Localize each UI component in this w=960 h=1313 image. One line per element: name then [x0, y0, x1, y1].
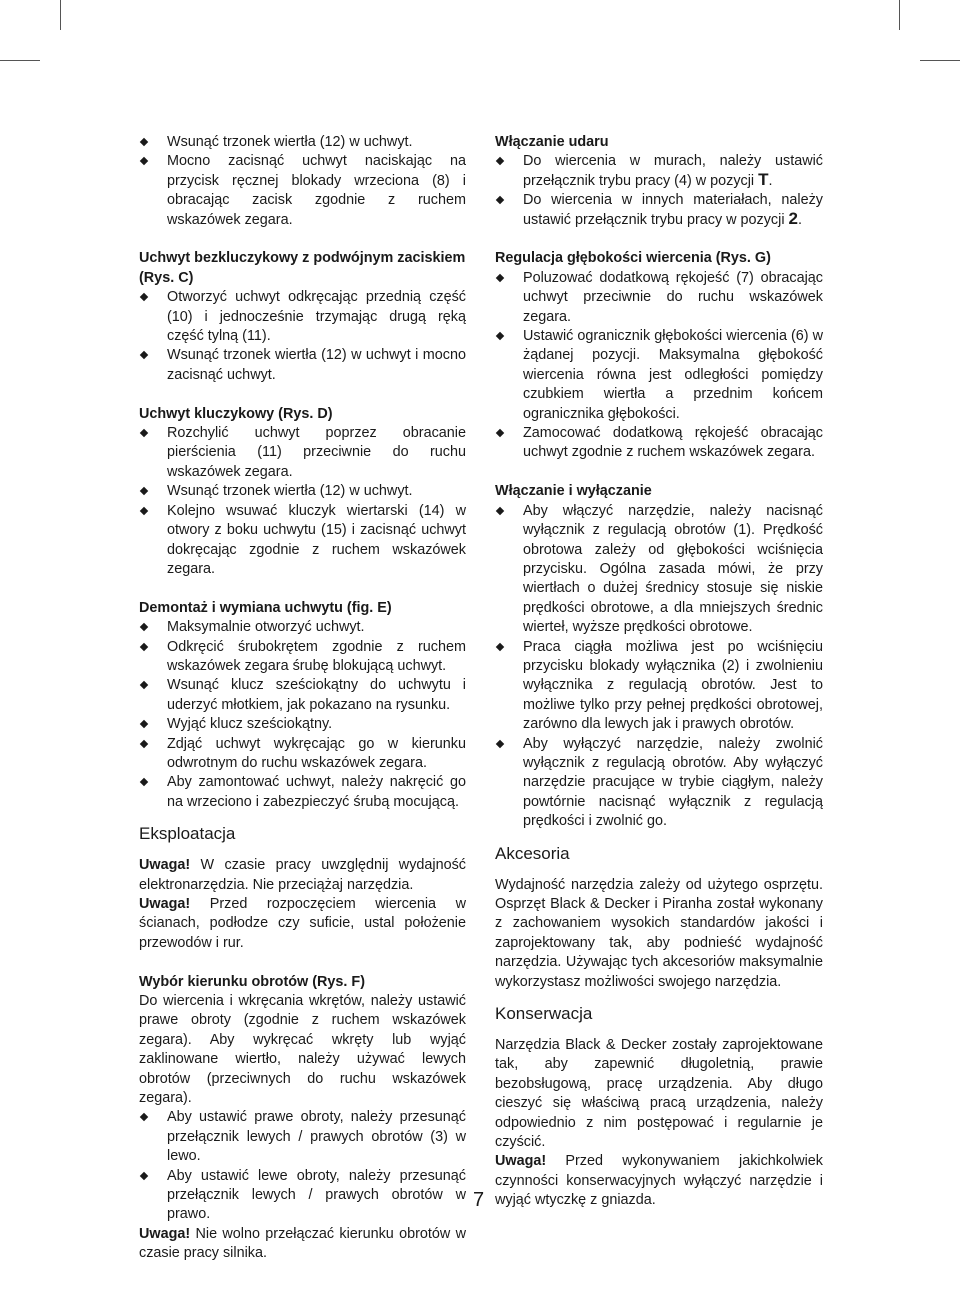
section-heading: Demontaż i wymiana uchwytu (fig. E) — [139, 599, 392, 616]
crop-mark — [60, 0, 61, 30]
warning-label: Uwaga! — [495, 1153, 547, 1170]
list-item-text: Do wiercenia w innych materiałach, należy ustawić przełącznik trybu pracy w pozycji — [523, 192, 823, 228]
period: . — [798, 211, 802, 228]
left-column — [139, 133, 466, 1264]
crop-mark — [0, 60, 40, 61]
crop-mark — [920, 60, 960, 61]
direction-list — [139, 1108, 466, 1224]
list-item: Mocno zacisnąć uchwyt naciskając na przycisk ręcznej blokady wrzeciona (8) i obracając zacisk zgodnie z ruchem wskazówek zegara. — [139, 152, 466, 230]
hammer-mode-icon: T — [758, 169, 769, 189]
switch-list — [495, 502, 823, 832]
warning-text: Przed wykonywaniem jakichkolwiek czynności konserwacyjnych wyłączyć narzędzie i wyjąć wtyczkę z gniazda. — [495, 1153, 823, 1209]
warning-paragraph — [139, 895, 466, 953]
warning-paragraph — [139, 1225, 466, 1264]
paragraph: Wydajność narzędzia zależy od użytego osprzętu. Osprzęt Black & Decker i Piranha został wykonany z zachowaniem wysokich standardów jakości i zaprojektowany tak, aby podnieść wydajność narzędzia. Używając tych akcesoriów maksymalnie wykorzystasz możliwości swojego narzędzia. — [495, 876, 823, 990]
list-item: Wyjąć klucz sześciokątny. — [139, 715, 466, 734]
list-item — [495, 152, 823, 191]
list-item: Aby wyłączyć narzędzie, należy zwolnić wyłącznik z regulacją obrotów. Aby wyłączyć narzędzie pracujące w trybie ciągłym, należy powtórnie nacisnąć wyłącznik z regulacją prędkości i zwolnić go. — [495, 735, 823, 832]
chapter-heading: Akcesoria — [495, 843, 570, 863]
page-number: 7 — [473, 1189, 485, 1211]
paragraph: Narzędzia Black & Decker zostały zaprojektowane tak, aby zapewnić długoletnią, prawie bezobsługową, pracę urządzenia. Aby długo cieszyć się właściwą pracą urządzenia, należy odpowiednio z nim postępować i regularnie je czyścić. — [495, 1037, 823, 1151]
section-heading: Wybór kierunku obrotów (Rys. F) — [139, 973, 365, 990]
hammer-list — [495, 152, 823, 230]
warning-paragraph — [139, 856, 466, 895]
paragraph: Do wiercenia i wkręcania wkrętów, należy ustawić prawe obroty (zgodnie z ruchem wskazówek zegara). Aby wykręcać wkręty lub wyjąć zaklinowane wiertło, należy używać lewych obrotów (przeciwnych do ruchu wskazówek zegara). — [139, 993, 466, 1107]
list-item: Wsunąć trzonek wiertła (12) w uchwyt. — [139, 133, 466, 152]
list-item: Aby zamontować uchwyt, należy nakręcić go na wrzeciono i zabezpieczyć śrubą mocującą. — [139, 773, 466, 812]
warning-label: Uwaga! — [139, 857, 191, 874]
drill-mode-icon: 2 — [788, 208, 798, 228]
removal-list — [139, 618, 466, 812]
list-item: Wsunąć klucz sześciokątny do uchwytu i uderzyć młotkiem, jak pokazano na rysunku. — [139, 676, 466, 715]
crop-mark — [899, 0, 900, 30]
chapter-heading: Konserwacja — [495, 1004, 593, 1024]
list-item: Aby ustawić lewe obroty, należy przesunąć przełącznik lewych / prawych obrotów w prawo. — [139, 1167, 466, 1225]
warning-paragraph — [495, 1152, 823, 1210]
list-item: Otworzyć uchwyt odkręcając przednią część (10) i jednocześnie trzymając drugą ręką część tylną (11). — [139, 288, 466, 346]
list-item: Aby włączyć narzędzie, należy nacisnąć wyłącznik z regulacją obrotów (1). Prędkość obrotowa zależy od głębokości wciśnięcia przycisku. Ogólna zasada mówi, że przy wiertłach o dużej średnicy stosuje się niskie prędkości obrotowe, a dla mniejszych średnic wierteł, wyższe prędkości obrotowe. — [495, 502, 823, 638]
list-item — [495, 191, 823, 230]
list-item: Kolejno wsuwać kluczyk wiertarski (14) w otwory z boku uchwytu (15) i zacisnąć uchwyt dokręcając zgodnie z ruchem wskazówek zegara. — [139, 502, 466, 580]
intro-list — [139, 133, 466, 230]
list-item: Aby ustawić prawe obroty, należy przesunąć przełącznik lewych / prawych obrotów (3) w lewo. — [139, 1108, 466, 1166]
list-item: Zamocować dodatkową rękojeść obracając uchwyt zgodnie z ruchem wskazówek zegara. — [495, 424, 823, 463]
section-heading: Włączanie udaru — [495, 134, 609, 150]
warning-text: Przed rozpoczęciem wiercenia w ścianach, podłodze czy suficie, ustal położenie przewodów i rur. — [139, 895, 466, 951]
list-item: Wsunąć trzonek wiertła (12) w uchwyt i mocno zacisnąć uchwyt. — [139, 346, 466, 385]
section-heading: Uchwyt kluczykowy (Rys. D) — [139, 405, 333, 422]
chapter-heading: Eksploatacja — [139, 824, 236, 844]
depth-list — [495, 269, 823, 463]
list-item: Rozchylić uchwyt poprzez obracanie pierścienia (11) przeciwnie do ruchu wskazówek zegara. — [139, 424, 466, 482]
list-item-text: Do wiercenia w murach, należy ustawić przełącznik trybu pracy (4) w pozycji — [523, 153, 823, 189]
section-heading: Regulacja głębokości wiercenia (Rys. G) — [495, 250, 771, 267]
list-item: Maksymalnie otworzyć uchwyt. — [139, 618, 466, 637]
keyless-list — [139, 288, 466, 385]
warning-text: W czasie pracy uwzględnij wydajność elektronarzędzia. Nie przeciążaj narzędzia. — [139, 857, 466, 893]
list-item: Zdjąć uchwyt wykręcając go w kierunku odwrotnym do ruchu wskazówek zegara. — [139, 735, 466, 774]
warning-label: Uwaga! — [139, 895, 191, 912]
right-column — [495, 133, 823, 1211]
section-heading: Włączanie i wyłączanie — [495, 483, 652, 500]
key-list — [139, 424, 466, 579]
list-item: Odkręcić śrubokrętem zgodnie z ruchem wskazówek zegara śrubę blokującą uchwyt. — [139, 638, 466, 677]
list-item: Wsunąć trzonek wiertła (12) w uchwyt. — [139, 482, 466, 501]
period: . — [768, 172, 773, 189]
list-item: Praca ciągła możliwa jest po wciśnięciu przycisku blokady wyłącznika (2) i zwolnieniu wyłącznika z regulacją obrotów. Jest to możliwe tylko przy pełnej prędkości obrotowej, zarówno dla lewych jak i prawych obrotów. — [495, 638, 823, 735]
list-item: Ustawić ogranicznik głębokości wiercenia (6) w żądanej pozycji. Maksymalna głębokość wiercenia równa jest odległości pomiędzy czubkiem wiertła a przednim końcem ogranicznika głębokości. — [495, 327, 823, 424]
section-heading: Uchwyt bezkluczykowy z podwójnym zaciskiem (Rys. C) — [139, 250, 466, 286]
list-item: Poluzować dodatkową rękojeść (7) obracając uchwyt przeciwnie do ruchu wskazówek zegara. — [495, 269, 823, 327]
warning-text: Nie wolno przełączać kierunku obrotów w czasie pracy silnika. — [139, 1225, 466, 1262]
warning-label: Uwaga! — [139, 1225, 191, 1242]
